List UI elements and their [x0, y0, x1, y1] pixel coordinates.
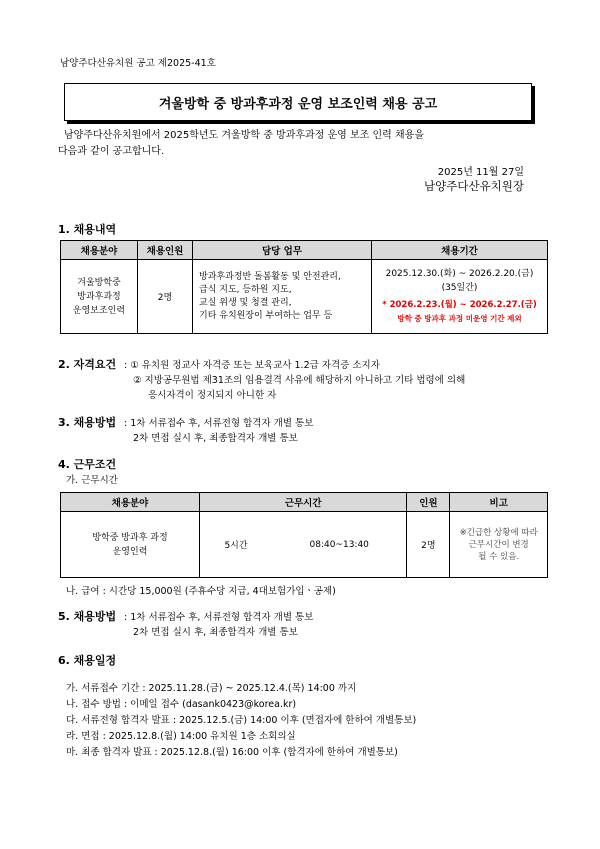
salary-line: 나. 급여 : 시간당 15,000원 (주휴수당 지급, 4대보험가입ㆍ공제) [66, 586, 336, 597]
header-count: 인원 [407, 493, 450, 512]
method-line-1: : 1차 서류접수 후, 서류전형 합격자 개별 통보 [124, 418, 314, 429]
count-cell: 2명 [407, 512, 450, 578]
schedule-item: 마. 최종 합격자 발표 : 2025.12.8.(월) 16:00 이후 (합격자에 한하여 개별통보) [66, 747, 398, 758]
duty-line: 급식 지도, 등하원 지도, [199, 284, 292, 295]
header-field: 채용분야 [61, 493, 200, 512]
work-hours-subheading: 가. 근무시간 [66, 475, 118, 486]
section5-heading: 5. 채용방법 [58, 610, 117, 623]
field-line: 방과후과정 [77, 291, 121, 302]
table-header-row [61, 241, 548, 260]
remark-line: 될 수 있음. [478, 551, 520, 562]
qualification-1: : ① 유치원 정교사 자격증 또는 보육교사 1.2급 자격증 소지자 [124, 360, 380, 371]
recruitment-table [60, 240, 548, 334]
time-cell: 08:40~13:40 [272, 512, 407, 578]
intro-line-1: 남양주다산유치원에서 2025학년도 겨울방학 중 방과후과정 운영 보조 인력 채용을 [64, 130, 424, 141]
document-title [64, 83, 532, 121]
method-line-2: 2차 면접 실시 후, 최종합격자 개별 통보 [133, 433, 298, 444]
excluded-dates: * 2026.2.23.(월) ~ 2026.2.27.(금) [382, 300, 537, 310]
intro-line-2: 다음과 같이 공고합니다. [58, 146, 165, 157]
title-text: 겨울방학 중 방과후과정 운영 보조인력 채용 공고 [158, 96, 438, 112]
intro-paragraph [58, 128, 424, 160]
method-line-2: 2차 면접 실시 후, 최종합격자 개별 통보 [133, 627, 298, 638]
duty-line: 방과후과정반 돌봄활동 및 안전관리, [199, 271, 341, 282]
section1-heading: 1. 채용내역 [58, 223, 117, 236]
remark-line: ※긴급한 상황에 따라 [459, 527, 538, 538]
method-line-1: : 1차 서류접수 후, 서류전형 합격자 개별 통보 [124, 612, 314, 623]
table-row [61, 512, 548, 578]
schedule-item: 라. 면접 : 2025.12.8.(월) 14:00 유치원 1층 소회의실 [66, 731, 296, 742]
section4-heading: 4. 근무조건 [58, 458, 117, 471]
table-header-row [61, 493, 548, 512]
remark-line: 근무시간이 변경 [468, 539, 529, 550]
field-line: 겨울방학중 [77, 277, 121, 288]
period-days: (35일간) [441, 283, 478, 293]
qualification-2: ② 지방공무원법 제31조의 임용결격 사유에 해당하지 아니하고 기타 법령에 의해 [133, 375, 466, 386]
section3-heading: 3. 채용방법 [58, 416, 117, 429]
field-cell [61, 512, 200, 578]
issuer: 남양주다산유치원장 [424, 179, 524, 193]
table-row [61, 260, 548, 334]
header-duty: 담당 업무 [193, 241, 372, 260]
header-remark: 비고 [450, 493, 548, 512]
work-conditions-table [60, 492, 548, 578]
header-period: 채용기간 [372, 241, 548, 260]
count-cell: 2명 [138, 260, 193, 334]
header-hours: 근무시간 [200, 493, 407, 512]
period-range: 2025.12.30.(화) ~ 2026.2.20.(금) [385, 269, 534, 279]
field-line: 운영인력 [112, 546, 148, 557]
schedule-item: 다. 서류전형 합격자 발표 : 2025.12.5.(금) 14:00 이후 (면접자에 한하여 개별통보) [66, 715, 417, 726]
duty-line: 기타 유치원장이 부여하는 업무 등 [199, 310, 333, 321]
header-field: 채용분야 [61, 241, 138, 260]
schedule-item: 가. 서류접수 기간 : 2025.11.28.(금) ~ 2025.12.4.(목) 14:00 까지 [66, 683, 357, 694]
notice-date: 2025년 11월 27일 [437, 167, 524, 178]
hours-cell: 5시간 [200, 512, 273, 578]
field-line: 방학중 방과후 과정 [92, 532, 168, 543]
section6-heading: 6. 채용일정 [58, 654, 117, 667]
notice-number: 남양주다산유치원 공고 제2025-41호 [60, 58, 216, 69]
field-cell [61, 260, 138, 334]
duty-cell [193, 260, 372, 334]
schedule-item: 나. 접수 방법 : 이메일 접수 (dasank0423@korea.kr) [66, 699, 297, 710]
period-cell [372, 260, 548, 334]
remark-cell [450, 512, 548, 578]
qualification-2-cont: 응시자격이 정지되지 아니한 자 [148, 390, 277, 401]
duty-line: 교실 위생 및 청결 관리, [199, 297, 292, 308]
excluded-note: 방학 중 방과후 과정 미운영 기간 제외 [397, 314, 522, 323]
header-count: 채용인원 [138, 241, 193, 260]
section2-heading: 2. 자격요건 [58, 358, 117, 371]
field-line: 운영보조인력 [72, 305, 126, 316]
